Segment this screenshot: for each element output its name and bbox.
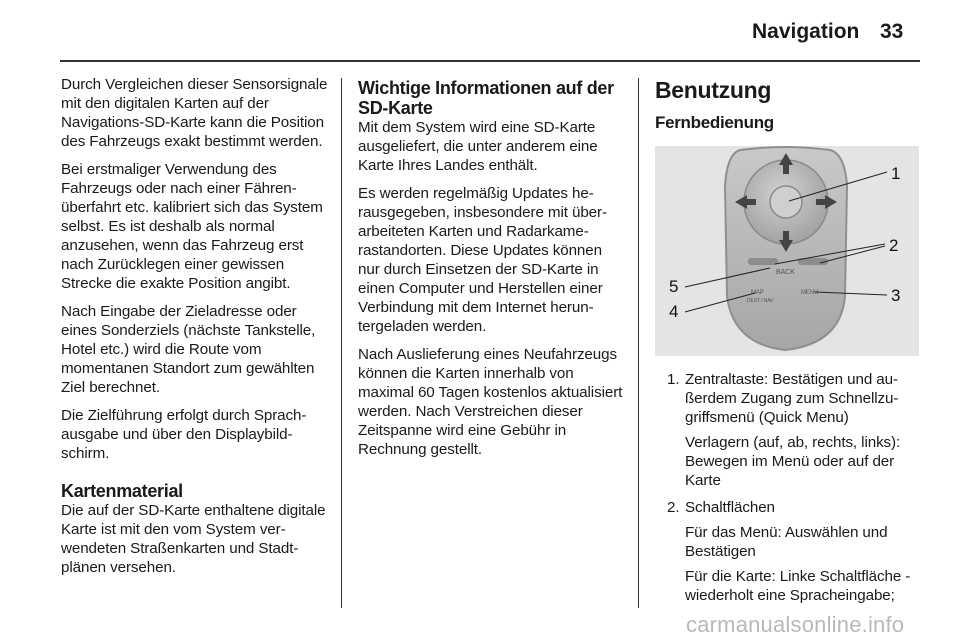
page-header (0, 0, 960, 60)
list-number: 1. (667, 371, 680, 388)
legend-list (655, 370, 925, 605)
callout-4: 4 (669, 302, 679, 321)
remote-control-figure (655, 146, 919, 356)
list-subtext: Für die Karte: Linke Schaltfläche - wiederholt eine Spracheingabe; (685, 568, 911, 604)
paragraph: Durch Vergleichen dieser Sensorsignale mit den digitalen Karten auf der Navigations-SD-Karte kann die Position des Fahrzeugs exakt bestimmt werden. (61, 76, 328, 150)
heading-benutzung: Benutzung (655, 77, 772, 103)
column-3 (655, 76, 925, 613)
column-1 (61, 75, 328, 586)
page-number: 33 (880, 20, 904, 43)
header-divider (60, 60, 920, 62)
list-number: 2. (667, 499, 680, 516)
list-subtext: Für das Menü: Auswählen und Bestätigen (685, 524, 888, 560)
list-text: Schaltflächen (685, 499, 775, 516)
list-subtext: Verlagern (auf, ab, rechts, links): Bewegen im Menü oder auf der Karte (685, 434, 901, 489)
heading-kartenmaterial: Kartenmaterial (61, 481, 183, 501)
center-button (770, 186, 802, 218)
map-label: MAP (751, 290, 764, 296)
list-item (655, 498, 925, 605)
paragraph: Mit dem System wird eine SD-Karte ausgeliefert, die unter anderem eine Karte Ihres Landes enthält. (358, 119, 598, 174)
paragraph: Bei erstmaliger Verwendung des Fahrzeugs oder nach einer Fährenüberfahrt etc. kalibriert sich das System selbst. Es ist deshalb als normal anzusehen, wenn das Fahrzeug erst nach Zurücklegen einer gewissen Strecke die exakte Position angibt. (61, 161, 323, 292)
heading-fernbedienung: Fernbedienung (655, 113, 774, 132)
map-sublabel: DEST / NAV (747, 298, 774, 304)
watermark: carmanualsonline.info (686, 612, 905, 637)
callout-2: 2 (889, 236, 899, 255)
column-divider-1 (341, 78, 342, 608)
callout-5: 5 (669, 277, 679, 296)
paragraph: Die Zielführung erfolgt durch Sprachausgabe und über den Displaybildschirm. (61, 407, 307, 462)
menu-label: MENU (801, 290, 819, 296)
list-item (655, 370, 925, 490)
paragraph: Nach Auslieferung eines Neufahrzeugs können die Karten innerhalb von maximal 60 Tagen kostenlos aktualisiert werden. Nach Verstreichen dieser Zeitspanne wird eine Gebühr in Rechnung gestellt. (358, 346, 623, 458)
paragraph: Es werden regelmäßig Updates herausgegeben, insbesondere mit überarbeiteten Karten und Radarkamerastandorten. Diese Updates können nur durch Einsetzen der SD-Karte in einen Computer und Herstellen einer Verbindung mit dem Internet heruntergeladen werden. (358, 185, 608, 335)
paragraph: Nach Eingabe der Zieladresse oder eines Sonderziels (nächste Tankstelle, Hotel etc.) wird die Route vom momentanen Standort zum gewählten Ziel berechnet. (61, 303, 316, 396)
section-title: Navigation (752, 20, 860, 43)
heading-sd-karte-info: Wichtige Informationen auf der SD-Karte (358, 78, 614, 118)
list-text: Zentraltaste: Bestätigen und außerdem Zugang zum Schnellzugriffsmenü (Quick Menu) (685, 371, 899, 426)
paragraph: Die auf der SD-Karte enthaltene digitale Karte ist mit den vom System verwendeten Straßenkarten und Stadtplänen versehen. (61, 502, 326, 576)
callout-3: 3 (891, 286, 901, 305)
left-softkey (748, 258, 778, 265)
remote-control-illustration (655, 146, 919, 356)
callout-1: 1 (891, 164, 901, 183)
column-2 (358, 78, 624, 468)
back-label: BACK (776, 269, 795, 276)
column-divider-2 (638, 78, 639, 608)
